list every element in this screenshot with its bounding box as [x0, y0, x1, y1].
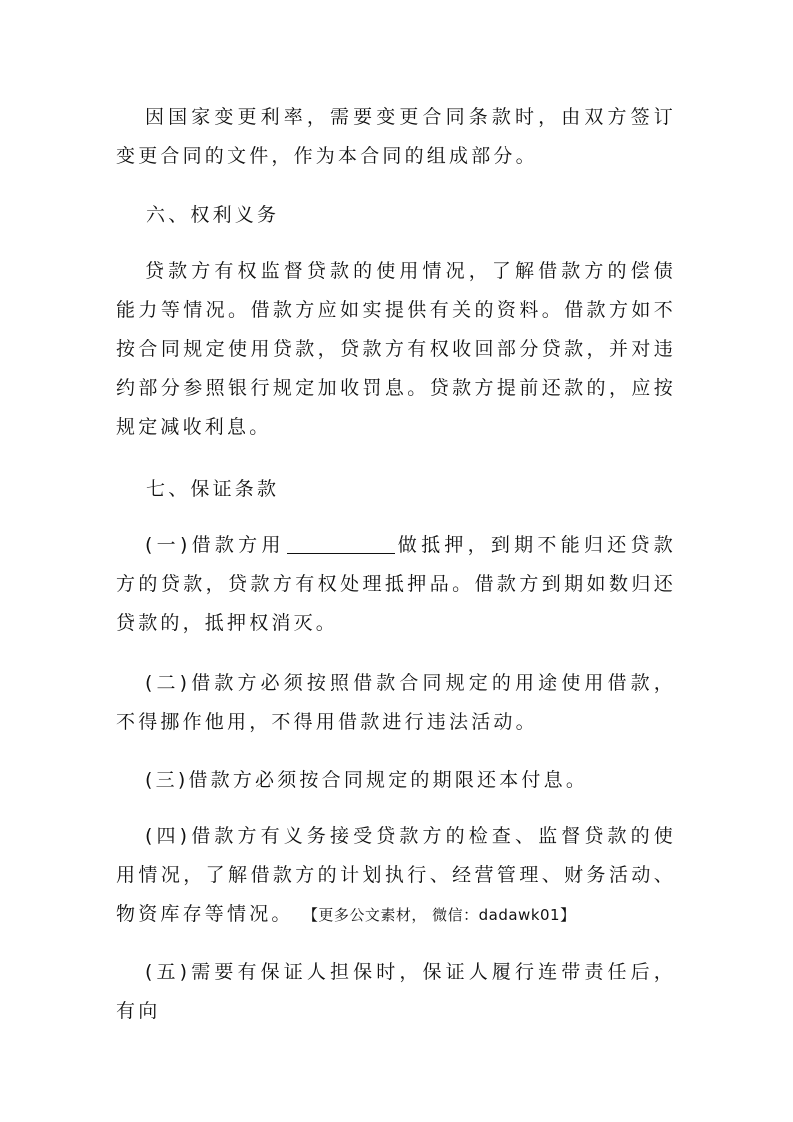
paragraph-interest-change: 因国家变更利率，需要变更合同条款时，由双方签订变更合同的文件，作为本合同的组成部分。 [116, 106, 676, 167]
paragraph-clause-3: (三)借款方必须按合同规定的期限还本付息。 [145, 769, 589, 791]
clause-1-start: (一)借款方用 [145, 534, 285, 556]
fill-in-blank [287, 533, 395, 554]
promo-note: 【更多公文素材， 微信：dadawk01】 [302, 906, 576, 924]
paragraph-clause-4 [116, 817, 676, 935]
paragraph-clause-1 [116, 526, 676, 643]
section-heading-rights: 六、权利义务 [146, 204, 280, 226]
paragraph-clause-2: (二)借款方必须按照借款合同规定的用途使用借款，不得挪作他用，不得用借款进行违法活动。 [116, 672, 676, 733]
clause-1-end: 做抵押，到期不能归还贷款方的贷款，贷款方有权处理抵押品。借款方到期如数归还贷款的，抵押权消灭。 [116, 534, 676, 634]
clause-4-text: (四)借款方有义务接受贷款方的检查、监督贷款的使用情况，了解借款方的计划执行、经营管理、财务活动、物资库存等情况。 [116, 825, 676, 925]
paragraph-rights: 贷款方有权监督贷款的使用情况，了解借款方的偿债能力等情况。借款方应如实提供有关的资料。借款方如不按合同规定使用贷款，贷款方有权收回部分贷款，并对违约部分参照银行规定加收罚息。贷款方提前还款的，应按规定减收利息。 [116, 260, 676, 438]
section-heading-guarantee: 七、保证条款 [146, 478, 280, 500]
paragraph-clause-5: (五)需要有保证人担保时，保证人履行连带责任后，有向 [116, 961, 676, 1022]
